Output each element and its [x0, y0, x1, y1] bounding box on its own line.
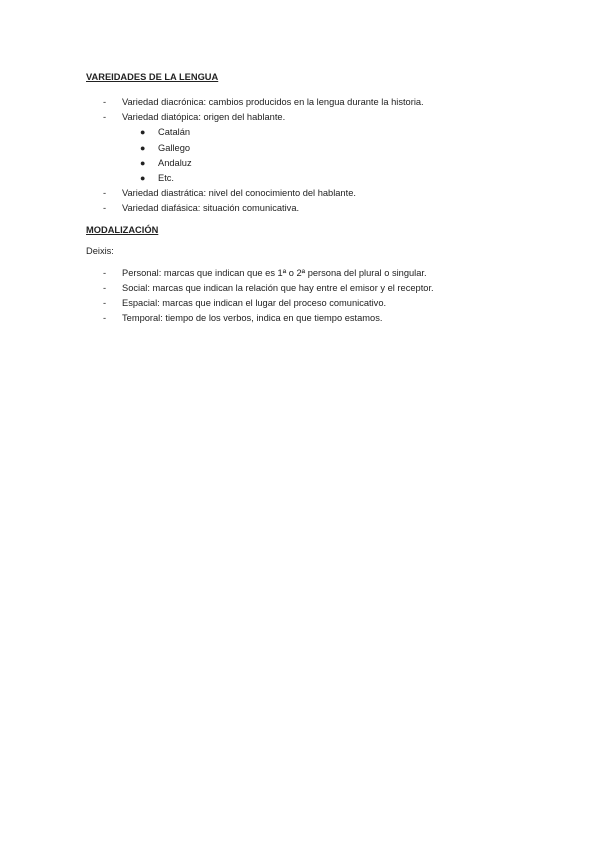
bullet-icon: ●: [140, 173, 146, 184]
sublist-item: [86, 141, 526, 156]
sublist-item-text: Gallego: [158, 142, 191, 153]
list-item-text: Espacial: marcas que indican el lugar del proceso comunicativo.: [122, 298, 387, 309]
list-item: [86, 266, 526, 281]
list-item: [86, 95, 526, 110]
list-item: [86, 110, 526, 125]
list-item: [86, 281, 526, 296]
list-item-text: Personal: marcas que indican que es 1ª o 2ª persona del plural o singular.: [122, 267, 427, 278]
bullet-icon: ●: [140, 127, 146, 138]
sublist-item-text: Etc.: [158, 173, 175, 184]
list-item: [86, 201, 526, 216]
diatopica-sublist: [86, 125, 526, 186]
sublist-item: [86, 171, 526, 186]
list-item: [86, 296, 526, 311]
dash-marker: -: [103, 112, 107, 123]
dash-marker: -: [103, 298, 107, 309]
list-item-text: Temporal: tiempo de los verbos, indica en que tiempo estamos.: [122, 313, 383, 324]
deixis-list: [86, 266, 526, 327]
dash-marker: -: [103, 267, 107, 278]
sublist-container: [86, 125, 526, 186]
variedades-list: [86, 95, 526, 217]
list-item: [86, 186, 526, 201]
section-heading-variedades: VAREIDADES DE LA LENGUA: [86, 72, 219, 82]
list-item-text: Variedad diafásica: situación comunicativa.: [122, 203, 300, 214]
document-content: [86, 70, 526, 327]
list-item-text: Variedad diatópica: origen del hablante.: [122, 112, 286, 123]
sublist-item: [86, 125, 526, 140]
section-heading-modalizacion: MODALIZACIÓN: [86, 224, 159, 235]
dash-marker: -: [103, 188, 107, 199]
dash-marker: -: [103, 313, 107, 324]
bullet-icon: ●: [140, 157, 146, 168]
sublist-item-text: Andaluz: [158, 157, 192, 168]
dash-marker: -: [103, 203, 107, 214]
sublist-item-text: Catalán: [158, 127, 191, 138]
bullet-icon: ●: [140, 142, 146, 153]
deixis-intro: Deixis:: [86, 245, 114, 256]
list-item: [86, 311, 526, 326]
list-item-text: Variedad diastrática: nivel del conocimiento del hablante.: [122, 188, 356, 199]
dash-marker: -: [103, 97, 107, 107]
list-item-text: Variedad diacrónica: cambios producidos en la lengua durante la historia.: [122, 97, 424, 107]
list-item-text: Social: marcas que indican la relación que hay entre el emisor y el receptor.: [122, 283, 434, 294]
dash-marker: -: [103, 283, 107, 294]
sublist-item: [86, 156, 526, 171]
